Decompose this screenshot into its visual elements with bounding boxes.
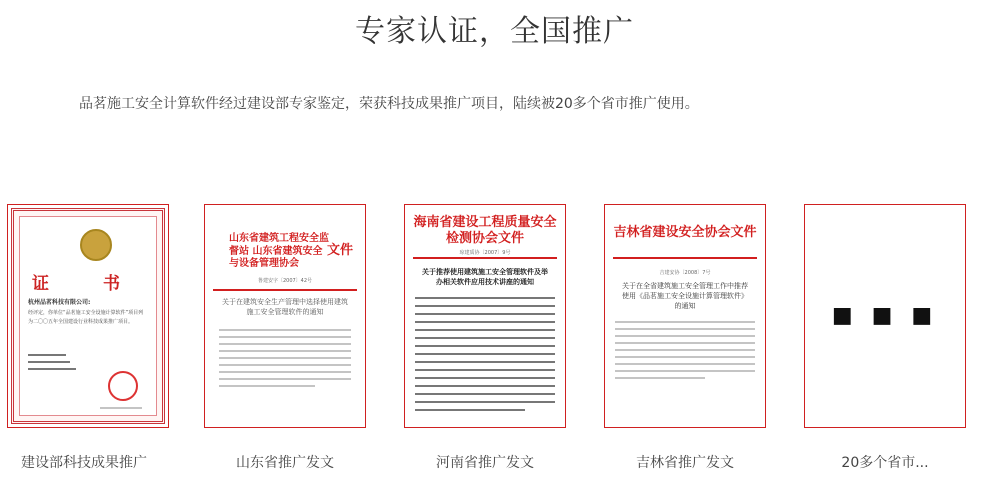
jilin-doc-number: 吉建安协〔2008〕7号 (659, 270, 711, 276)
national-emblem-icon (80, 229, 112, 261)
certificate-thumbnail[interactable] (7, 204, 169, 428)
certificate-border (11, 208, 165, 424)
henan-doc-number: 琼建质协〔2007〕9号 (459, 250, 511, 256)
jilin-subject: 关于在全省建筑施工安全管理工作中推荐使用《品茗施工安全设施计算管理软件》的通知 (622, 282, 748, 310)
certificate-body: 经评定，你单位“品茗施工安全设施计算软件”项目列为二〇〇五年全国建设行业科技成果推广项目。 (28, 310, 144, 325)
certificate-org: 杭州品茗科技有限公司: (28, 299, 91, 306)
henan-header: 海南省建设工程质量安全检测协会文件 (413, 215, 557, 247)
caption-shandong[interactable]: 山东省推广发文 (236, 455, 334, 471)
caption-ministry[interactable]: 建设部科技成果推广 (21, 455, 147, 471)
jilin-document-thumbnail[interactable] (604, 204, 766, 428)
caption-henan[interactable]: 河南省推广发文 (436, 455, 534, 471)
shandong-doc-number: 鲁建安字〔2007〕42号 (257, 278, 313, 284)
henan-document-thumbnail[interactable] (404, 204, 566, 428)
ellipsis-icon: ■ ■ ■ (831, 303, 939, 328)
caption-jilin[interactable]: 吉林省推广发文 (636, 455, 734, 471)
shandong-header: 山东省建筑工程安全监督站 山东省建筑安全与设备管理协会 (229, 233, 329, 269)
jilin-header: 吉林省建设安全协会文件 (613, 225, 757, 240)
certificate-title: 证 书 (32, 274, 144, 294)
henan-subject: 关于推荐使用建筑施工安全管理软件及举办相关软件应用技术讲座的通知 (422, 268, 548, 286)
caption-more-provinces[interactable]: 20多个省市... (841, 455, 929, 471)
intro-text: 品茗施工安全计算软件经过建设部专家鉴定，荣获科技成果推广项目，陆续被20多个省市推广使用。 (79, 96, 699, 112)
red-seal-icon (108, 371, 138, 401)
shandong-subject: 关于在建筑安全生产管理中选择使用建筑施工安全管理软件的通知 (222, 298, 348, 316)
shandong-document-thumbnail[interactable] (204, 204, 366, 428)
more-provinces-thumbnail[interactable] (804, 204, 966, 428)
shandong-header-badge: 文件 (327, 243, 354, 258)
page-title: 专家认证，全国推广 (355, 14, 634, 49)
